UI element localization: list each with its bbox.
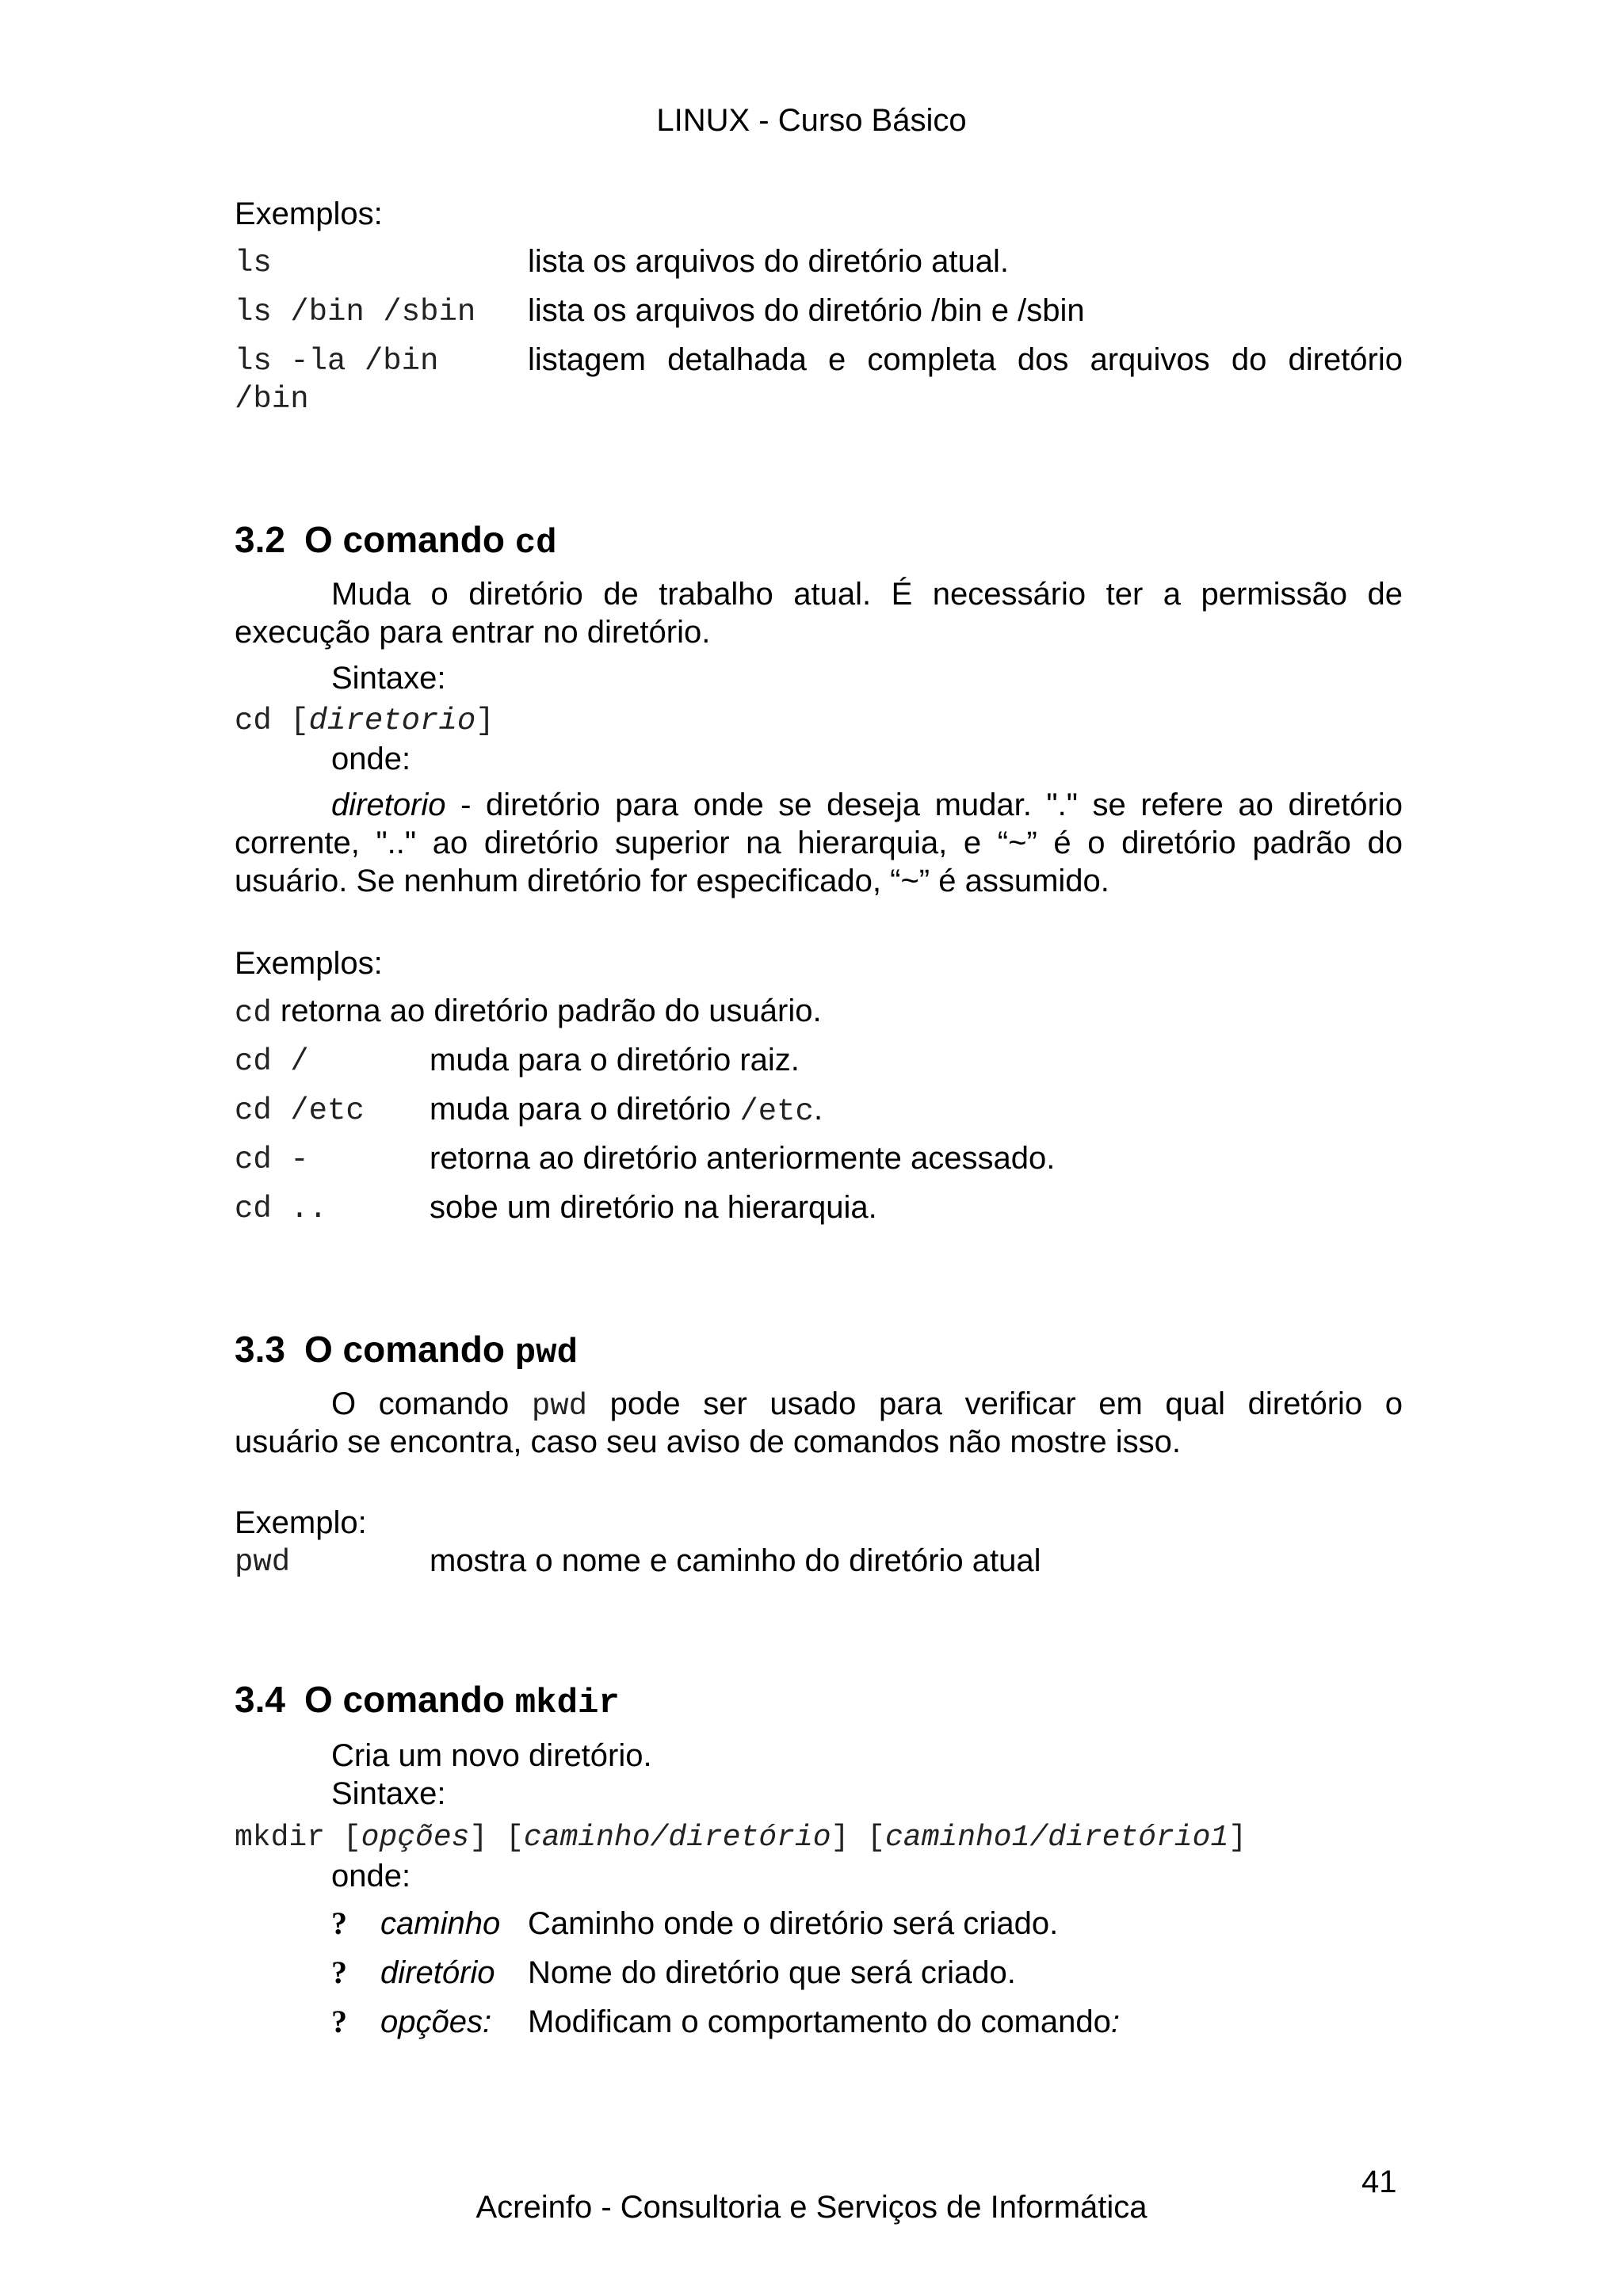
bullet-desc: Caminho onde o diretório será criado. — [528, 1906, 1059, 1941]
onde-label: onde: — [331, 742, 411, 776]
bullet-term: opções: — [380, 2004, 492, 2039]
section-number: 3.3 — [235, 1329, 285, 1370]
syntax-label: Sintaxe: — [331, 661, 446, 696]
section-command: pwd — [514, 1333, 578, 1373]
section-command: mkdir — [514, 1684, 620, 1723]
section-title: O comando — [304, 1679, 505, 1720]
section-number: 3.4 — [235, 1679, 285, 1720]
ls-example-desc: lista os arquivos do diretório /bin e /sbin — [528, 293, 1085, 328]
ls-example-desc: lista os arquivos do diretório atual. — [528, 244, 1009, 279]
bullet-desc: Modificam o comportamento do comando: — [528, 2004, 1121, 2039]
cd-examples-label: Exemplos: — [235, 946, 383, 981]
ls-example-cmd: ls — [235, 246, 272, 280]
ls-example-desc: listagem detalhada e completa dos arquivos do diretório — [528, 342, 1403, 377]
section-heading-cd — [235, 518, 557, 563]
onde-label: onde: — [331, 1859, 411, 1894]
cd-description-line: Muda o diretório de trabalho atual. É necessário ter a permissão de — [331, 577, 1403, 612]
section-number: 3.2 — [235, 519, 285, 560]
section-title: O comando — [304, 1329, 505, 1370]
section-heading-pwd — [235, 1328, 578, 1373]
bullet-mark: ? — [331, 1955, 347, 1990]
page-number: 41 — [1361, 2164, 1397, 2199]
mkdir-description: Cria um novo diretório. — [331, 1738, 652, 1773]
page-footer: Acreinfo - Consultoria e Serviços de Informática — [475, 2190, 1148, 2225]
cd-description-line: execução para entrar no diretório. — [235, 615, 711, 650]
cd-example-cmd: cd / — [235, 1044, 309, 1079]
syntax-label: Sintaxe: — [331, 1776, 446, 1811]
cd-example-cmd: cd /etc — [235, 1093, 365, 1128]
pwd-description-line: usuário se encontra, caso seu aviso de comandos não mostre isso. — [235, 1425, 1181, 1459]
cd-example-desc: sobe um diretório na hierarquia. — [430, 1190, 877, 1225]
ls-example-cmd: ls -la /bin — [235, 344, 439, 379]
bullet-term: diretório — [380, 1955, 495, 1990]
cd-param-line: usuário. Se nenhum diretório for especificado, “~” é assumido. — [235, 864, 1109, 898]
bullet-mark: ? — [331, 1905, 347, 1941]
section-heading-mkdir — [235, 1678, 620, 1723]
section-command: cd — [514, 524, 557, 563]
pwd-description-line: O comando pwd pode ser usado para verificar em qual diretório o — [331, 1386, 1403, 1424]
example-cmd: cd — [235, 996, 272, 1031]
param-name: diretorio — [331, 788, 446, 822]
mkdir-syntax: mkdir [opções] [caminho/diretório] [caminho1/diretório1] — [235, 1821, 1247, 1855]
cd-example-row — [235, 992, 822, 1032]
bullet-mark: ? — [331, 2004, 347, 2039]
pwd-example-desc: mostra o nome e caminho do diretório atual — [430, 1543, 1041, 1578]
ls-examples-label: Exemplos: — [235, 196, 383, 231]
ls-example-cmd-continuation: /bin — [235, 382, 309, 417]
cd-param-line: corrente, ".." ao diretório superior na hierarquia, e “~” é o diretório padrão do — [235, 826, 1403, 860]
pwd-example-cmd: pwd — [235, 1545, 291, 1580]
bullet-desc: Nome do diretório que será criado. — [528, 1955, 1016, 1990]
cd-syntax: cd [diretorio] — [235, 704, 495, 738]
section-title: O comando — [304, 519, 505, 560]
bullet-term: caminho — [380, 1906, 501, 1941]
pwd-example-label: Exemplo: — [235, 1505, 367, 1540]
cd-example-cmd: cd - — [235, 1142, 309, 1177]
example-desc: retorna ao diretório padrão do usuário. — [271, 994, 822, 1028]
cd-example-desc: retorna ao diretório anteriormente acessado. — [430, 1141, 1056, 1176]
cd-example-desc: muda para o diretório raiz. — [430, 1043, 800, 1077]
page-header: LINUX - Curso Básico — [656, 103, 967, 138]
ls-example-cmd: ls /bin /sbin — [235, 295, 476, 330]
cd-example-cmd: cd .. — [235, 1192, 328, 1226]
cd-example-desc: muda para o diretório /etc. — [430, 1092, 823, 1129]
cd-param-line: diretorio - diretório para onde se deseja mudar. "." se refere ao diretório — [331, 788, 1403, 822]
